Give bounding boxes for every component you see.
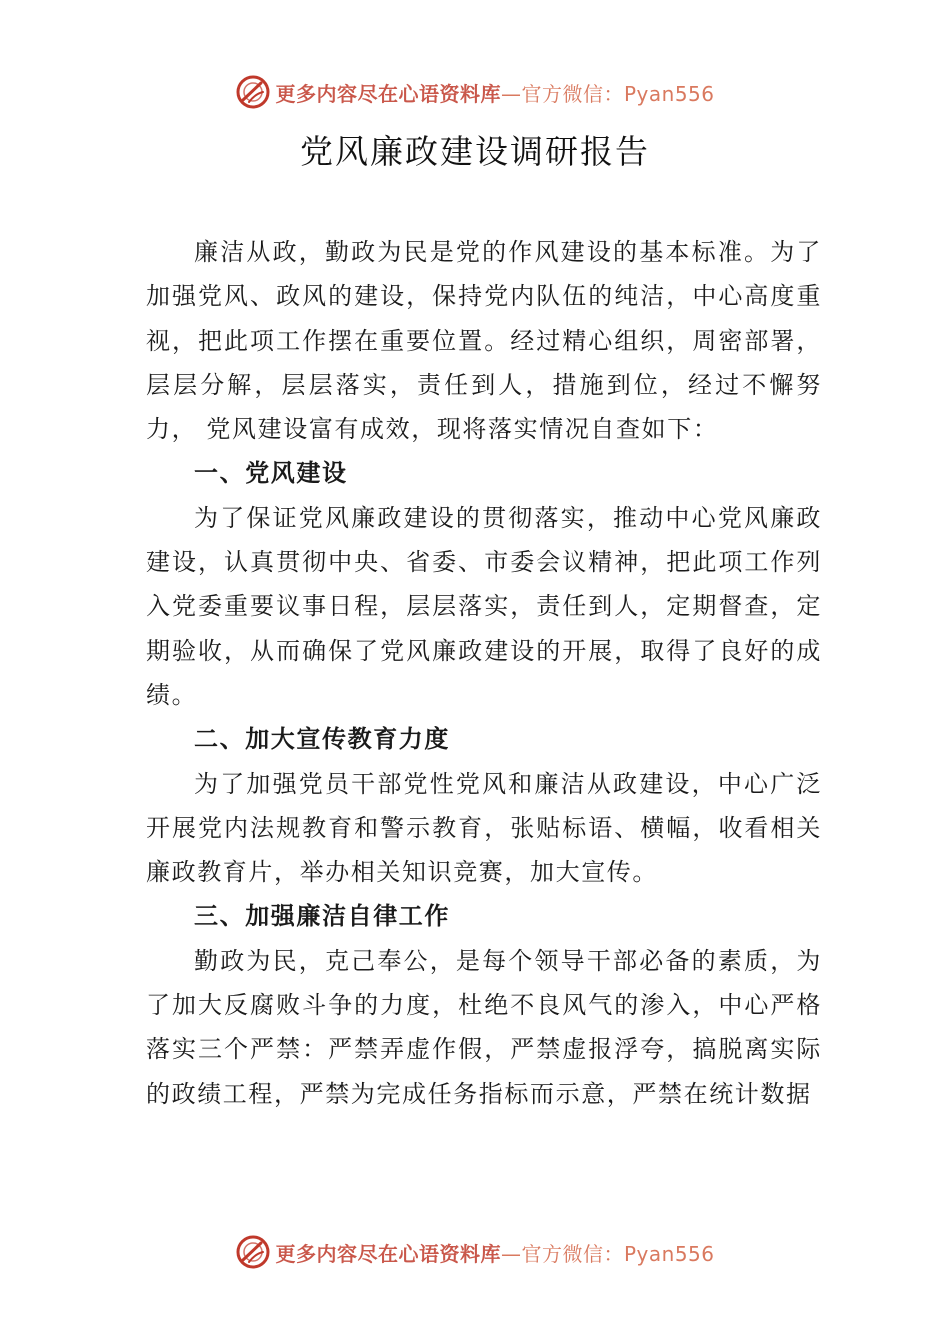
header-banner [0, 72, 950, 112]
page-title: 党风廉政建设调研报告 [300, 132, 650, 171]
footer-banner-text: 更多内容尽在心语资料库—官方微信：Pyan556 [275, 1241, 715, 1266]
section-heading: 一、党风建设 [194, 459, 348, 488]
paragraph: 廉洁从政，勤政为民是党的作风建设的基本标准。为了加强党风、政风的建设，保持党内队伍的纯洁，中心高度重视，把此项工作摆在重要位置。经过精心组织，周密部署， 层层分解，层层落实，责任到人，措施到位，经过不懈努力， 党风建设富有成效，现将落实情况自查如下： [146, 238, 822, 444]
paragraph: 勤政为民，克己奉公，是每个领导干部必备的素质，为了加大反腐败斗争的力度，杜绝不良风气的渗入，中心严格落实三个严禁：严禁弄虚作假，严禁虚报浮夸，搞脱离实际的政绩工程，严禁为完成任务指标而示意，严禁在统计数据 [146, 946, 822, 1108]
section-heading: 三、加强廉洁自律工作 [194, 902, 450, 931]
document-body [146, 230, 822, 1116]
footer-banner [0, 1232, 950, 1272]
paragraph: 为了加强党员干部党性党风和廉洁从政建设，中心广泛开展党内法规教育和警示教育，张贴标语、横幅，收看相关廉政教育片，举办相关知识竞赛，加大宣传。 [146, 769, 822, 887]
red-circle-logo-icon [235, 1234, 271, 1270]
paragraph: 为了保证党风廉政建设的贯彻落实，推动中心党风廉政建设，认真贯彻中央、省委、市委会议精神，把此项工作列入党委重要议事日程，层层落实，责任到人，定期督查，定期验收，从而确保了党风廉政建设的开展，取得了良好的成绩。 [146, 503, 822, 709]
section-heading: 二、加大宣传教育力度 [194, 725, 450, 754]
header-banner-text: 更多内容尽在心语资料库—官方微信：Pyan556 [275, 81, 715, 106]
red-circle-logo-icon [235, 74, 271, 110]
